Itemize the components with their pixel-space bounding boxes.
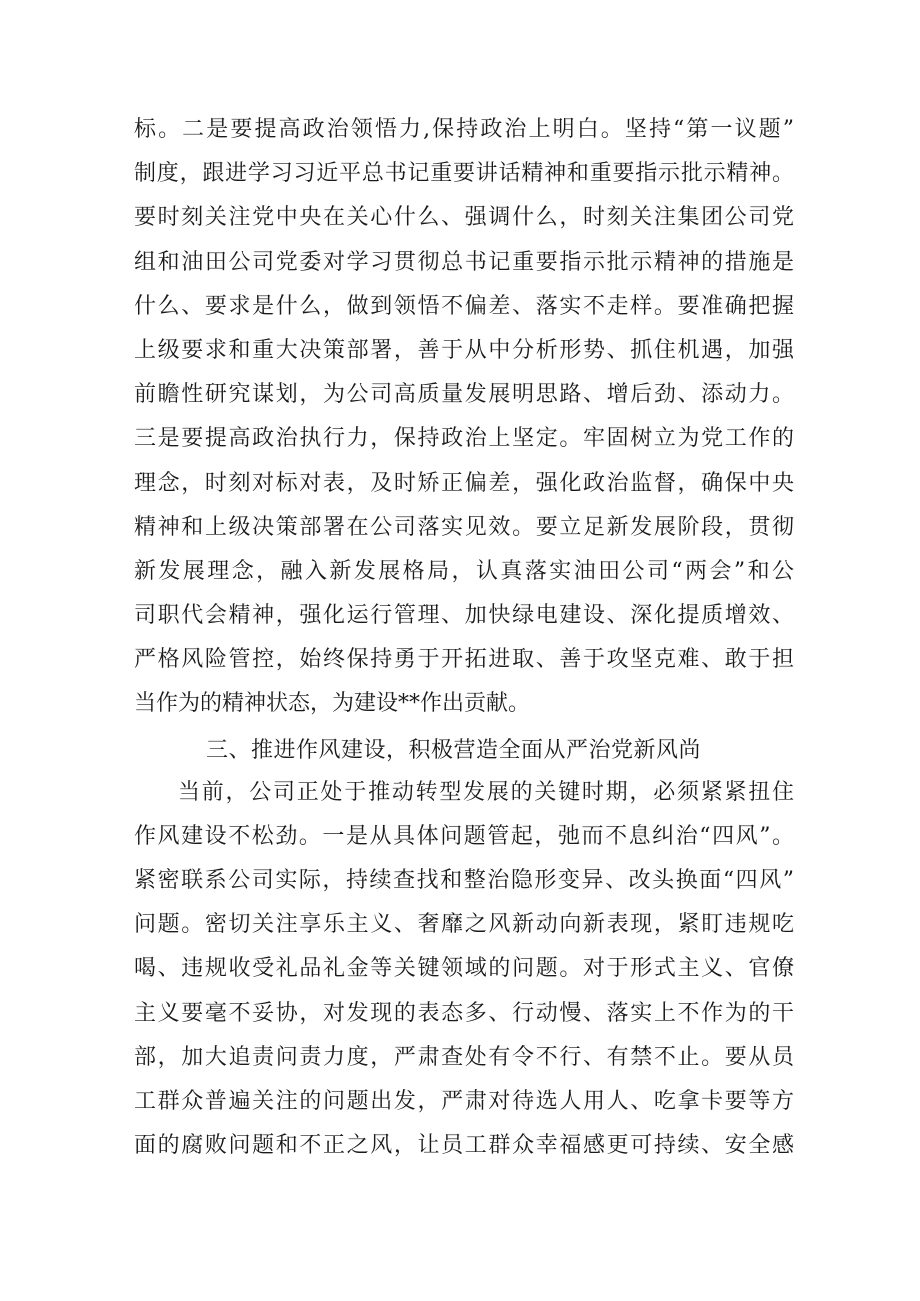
text-line: 组和油田公司党委对学习贯彻总书记重要指示批示精神的措施是 [134, 250, 794, 275]
text-line: 理念，时刻对标对表，及时矫正偏差，强化政治监督，确保中央 [134, 471, 794, 496]
text-line: 标。二是要提高政治领悟力,保持政治上明白。坚持“第一议题” [134, 117, 794, 142]
text-line: 作风建设不松劲。一是从具体问题管起，弛而不息纠治“四风”。 [134, 824, 794, 849]
text-line: 主义要毫不妥协，对发现的表态多、行动慢、落实上不作为的干 [134, 1001, 794, 1026]
text-line: 制度，跟进学习习近平总书记重要讲话精神和重要指示批示精神。 [134, 161, 794, 186]
text-line: 要时刻关注党中央在关心什么、强调什么，时刻关注集团公司党 [134, 205, 794, 230]
text-line: 紧密联系公司实际，持续查找和整治隐形变异、改头换面“四风” [134, 868, 794, 893]
text-line: 前瞻性研究谋划，为公司高质量发展明思路、增后劲、添动力。 [134, 382, 794, 407]
text-line: 新发展理念，融入新发展格局，认真落实油田公司“两会”和公 [134, 559, 794, 584]
text-line: 工群众普遍关注的问题出发，严肃对待选人用人、吃拿卡要等方 [134, 1089, 794, 1114]
text-line: 部，加大追责问责力度，严肃查处有令不行、有禁不止。要从员 [134, 1045, 794, 1070]
text-line: 什么、要求是什么，做到领悟不偏差、落实不走样。要准确把握 [134, 294, 794, 319]
text-line: 问题。密切关注享乐主义、奢靡之风新动向新表现，紧盯违规吃 [134, 912, 794, 937]
text-line: 上级要求和重大决策部署，善于从中分析形势、抓住机遇，加强 [134, 338, 794, 363]
text-line: 当前，公司正处于推动转型发展的关键时期，必须紧紧扭住 [178, 780, 794, 805]
text-line: 面的腐败问题和不正之风，让员工群众幸福感更可持续、安全感 [134, 1133, 794, 1158]
section-heading: 三、推进作风建设，积极营造全面从严治党新风尚 [206, 738, 702, 763]
text-line: 精神和上级决策部署在公司落实见效。要立足新发展阶段，贯彻 [134, 515, 794, 540]
text-line: 三是要提高政治执行力，保持政治上坚定。牢固树立为党工作的 [134, 426, 794, 451]
text-line: 司职代会精神，强化运行管理、加快绿电建设、深化提质增效、 [134, 603, 794, 628]
text-line: 喝、违规收受礼品礼金等关键领域的问题。对于形式主义、官僚 [134, 956, 794, 981]
text-line: 严格风险管控，始终保持勇于开拓进取、善于攻坚克难、敢于担 [134, 647, 794, 672]
text-line: 当作为的精神状态，为建设**作出贡献。 [134, 691, 531, 716]
